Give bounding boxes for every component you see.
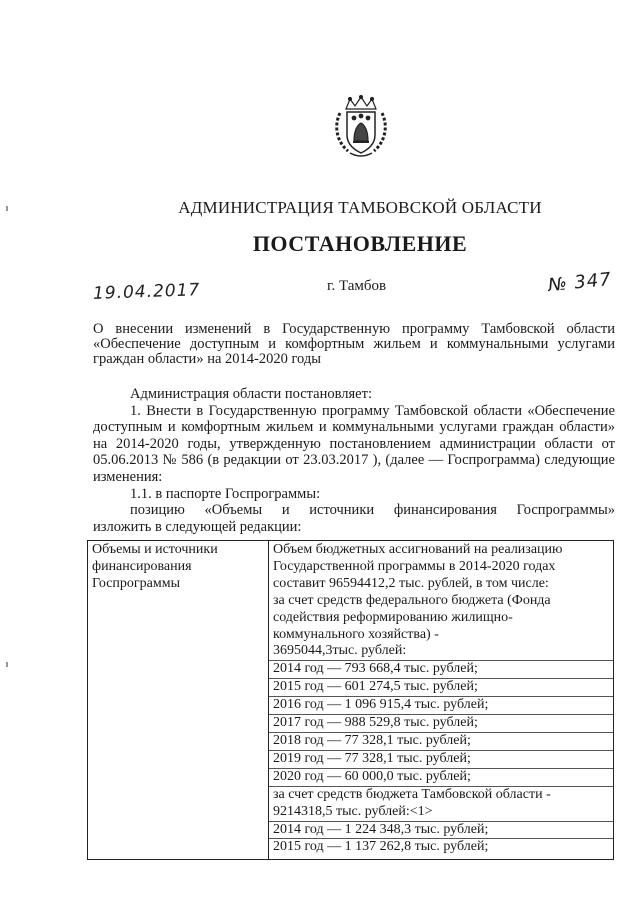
resolution-lead: Администрация области постановляет: [130,386,372,402]
handwritten-number: № 347 [547,268,613,297]
document-body [93,386,615,535]
item-1-1: 1.1. в паспорте Госпрограммы: [130,485,321,502]
year-line: 2018 год — 77 328,1 тыс. рублей; [269,732,613,750]
year-line: 2015 год — 601 274,5 тыс. рублей; [269,678,613,696]
year-line: 2014 год — 793 668,4 тыс. рублей; [269,660,613,678]
document-subject: О внесении изменений в Государственную программу Тамбовской области «Обеспечение доступным и комфортным жильем и коммунальными услугами граждан области» на 2014-2020 годы [93,321,615,367]
table-row [88,541,614,860]
detail-line: Государственной программы в 2014-2020 годах [273,558,556,574]
year-line: 2014 год — 1 224 348,3 тыс. рублей; [269,821,613,839]
year-line: 2016 год — 1 096 915,4 тыс. рублей; [269,696,613,714]
scan-mark [6,206,8,211]
detail-line: за счет средств бюджета Тамбовской области - [269,786,613,804]
year-line: 2019 год — 77 328,1 тыс. рублей; [269,750,613,768]
document-type: ПОСТАНОВЛЕНИЕ [252,231,468,256]
detail-line: Объем бюджетных ассигнований на реализацию [273,542,563,557]
detail-line: составит 96594412,2 тыс. рублей, в том числе: [273,575,549,591]
item-1: 1. Внести в Государственную программу Тамбовской области «Обеспечение доступным и комфортным жильем и коммунальными услугами граждан области» на 2014-2020 годы, утвержденную постановлением администрации области от 05.06.2013 № 586 (в редакции от 23.03.2017 ), (далее — Госпрограмма) следующие изменения: [93,402,615,485]
year-line: 2015 год — 1 137 262,8 тыс. рублей; [269,838,613,856]
tambov-coat-of-arms-icon [332,95,390,159]
detail-line: 9214318,5 тыс. рублей:<1> [273,803,433,819]
scan-mark [6,662,8,667]
organization-title: АДМИНИСТРАЦИЯ ТАМБОВСКОЙ ОБЛАСТИ [178,198,542,217]
financing-label-cell: Объемы и источники финансирования Госпрограммы [88,541,269,860]
detail-line: коммунального хозяйства) - [273,626,439,642]
detail-line: за счет средств федерального бюджета (Фонда [273,592,551,608]
detail-line: 3695044,3тыс. рублей: [273,643,407,659]
position-text: позицию «Объемы и источники финансирования Госпрограммы» [130,502,615,519]
detail-line: содействия реформированию жилищно- [273,609,513,625]
year-line: 2020 год — 60 000,0 тыс. рублей; [269,768,613,786]
handwritten-date: 19.04.2017 [92,280,201,304]
city-label: г. Тамбов [327,278,387,294]
financing-details-cell [269,541,614,860]
year-line: 2017 год — 988 529,8 тыс. рублей; [269,714,613,732]
financing-table [87,540,614,860]
position-text-end: изложить в следующей редакции: [93,518,302,535]
